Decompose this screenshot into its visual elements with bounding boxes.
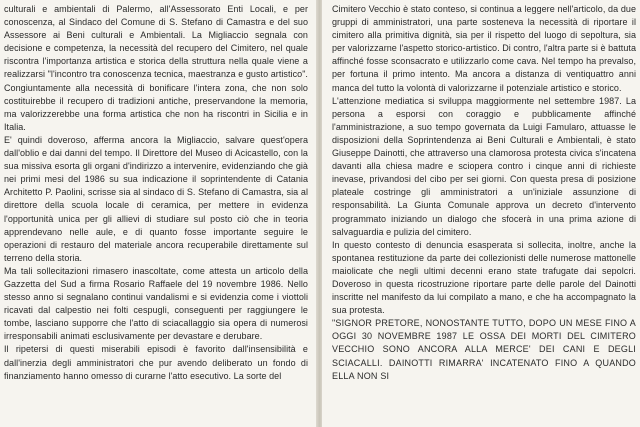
protest-quote: "SIGNOR PRETORE, NONOSTANTE TUTTO, DOPO UN MESE FINO A OGGI 30 NOVEMBRE 1987 LE OSSA DEI MORTI DEL CIMITERO VECCHIO SONO ANCORA ALLA MERCE' DEI CANI E DEGLI SCIACALLI. DAINOTTI RIMARRA' INCATENATO FINO A QUANDO ELLA NON SI — [332, 318, 636, 381]
left-paragraph-3: Ma tali sollecitazioni rimasero inascoltate, come attesta un articolo della Gazzetta del Sud a firma Rosario Raffaele del 19 novembre 1986. Nello stesso anno si segnalano continui vandalismi e si evidenzia come i viottoli ricavati dal calpestio nei folti cespugli, conseguenti per raggiungere le tombe, lasciano supporre che l'atto di sciacallaggio sia opera di numerosi irresponsabili animati esclusivamente per devastare e derubare. — [4, 265, 308, 342]
right-paragraph-3: In questo contesto di denuncia esasperata si sollecita, inoltre, anche la spontanea restituzione da parte dei collezionisti delle numerose mattonelle maiolicate che negli ultimi decenni erano state trafugate dai sepolcri. Doveroso in questa ricostruzione riportare parte delle parole del Dainotti inscritte nel manifesto da lui compilato a mano, e che ha accompagnato la sua protesta. — [332, 239, 636, 316]
right-paragraph-1: Cimitero Vecchio è stato conteso, si continua a leggere nell'articolo, da due gruppi di amministratori, una parte sosteneva la necessità di riportare il cimitero alla primitiva dignità, sia per il rispetto del luogo di sepoltura, sia per valorizzarne l'aspetto storico-artistico. Di contro, l'altra parte si è battuta affinché fosse sconsacrato e utilizzarlo come cava. Nel tempo ha prevalso, per fortuna il primo intento. Ma ancora a distanza di ventiquattro anni manca del tutto la volontà di valorizzarne il potenziale artistico e storico. — [332, 4, 636, 93]
left-page — [0, 0, 318, 427]
right-paragraph-2: L'attenzione mediatica si sviluppa maggiormente nel settembre 1987. La persona a esporsi con coraggio e pubblicamente affinché l'amministrazione, a suo tempo governata da Luigi Famularo, attuasse le disposizioni della Soprintendenza ai Beni Culturali e Ambientali, è stato Giuseppe Dainotti, che attraverso una clamorosa protesta civica s'incatena davanti alla chiesa madre e sciopera contro i cinque anni di richieste inevase, privandosi del cibo per sei giorni. Con questa presa di posizione plateale costringe gli amministratori a un'iniziale assunzione di responsabilità. La Giunta Comunale approva un decreto d'intervento programmato iniziando un dialogo che sfocerà in una prima azione di salvaguardia e pulizia del cimitero. — [332, 95, 636, 237]
right-page — [322, 0, 640, 427]
left-paragraph-2: E' quindi doveroso, afferma ancora la Migliaccio, salvare quest'opera dall'oblio e dai danni del tempo. Il Direttore del Museo di Acicastello, con la sua missiva esorta gli organi d'indirizzo a intervenire, evidenziando che già nei primi mesi del 1986 su sua indicazione il soprintendente di Catania Architetto P. Paolini, scrisse sia al sindaco di S. Stefano di Camastra, sia al direttore della scuola locale di ceramica, per mettere in evidenza l'opportunità unica per gli allievi di studiare sul posto ciò che in teoria apprendevano nelle aule, e di quanto fosse importante seguire le operazioni di restauro del materiale ancora recuperabile direttamente sul terreno della storia. — [4, 134, 308, 263]
left-paragraph-1: culturali e ambientali di Palermo, all'Assessorato Enti Locali, e per conoscenza, al Sindaco del Comune di S. Stefano di Camastra e del suo Assessore ai Beni culturali e Ambientali. La Migliaccio segnala con decisione e competenza, la necessità del recupero del Cimitero, nel quale riscontra l'importanza artistica e storica della struttura nella quale viene a realizzarsi "l'incontro tra conoscenza tecnica, maestranza e gusto artistico". Congiuntamente alla necessità di bonificare l'intera zona, che non solo costituirebbe il recupero di tradizioni antiche, preservandone la memoria, ma valorizzerebbe una forma artistica che non ha riscontri in Sicilia e in Italia. — [4, 4, 308, 132]
left-paragraph-4: Il ripetersi di questi miserabili episodi è favorito dall'insensibilità e dall'inerzia degli amministratori che pur avendo deliberato un fondo di finanziamento hanno omesso di curarne l'atto esecutivo. La sorte del — [4, 344, 308, 381]
